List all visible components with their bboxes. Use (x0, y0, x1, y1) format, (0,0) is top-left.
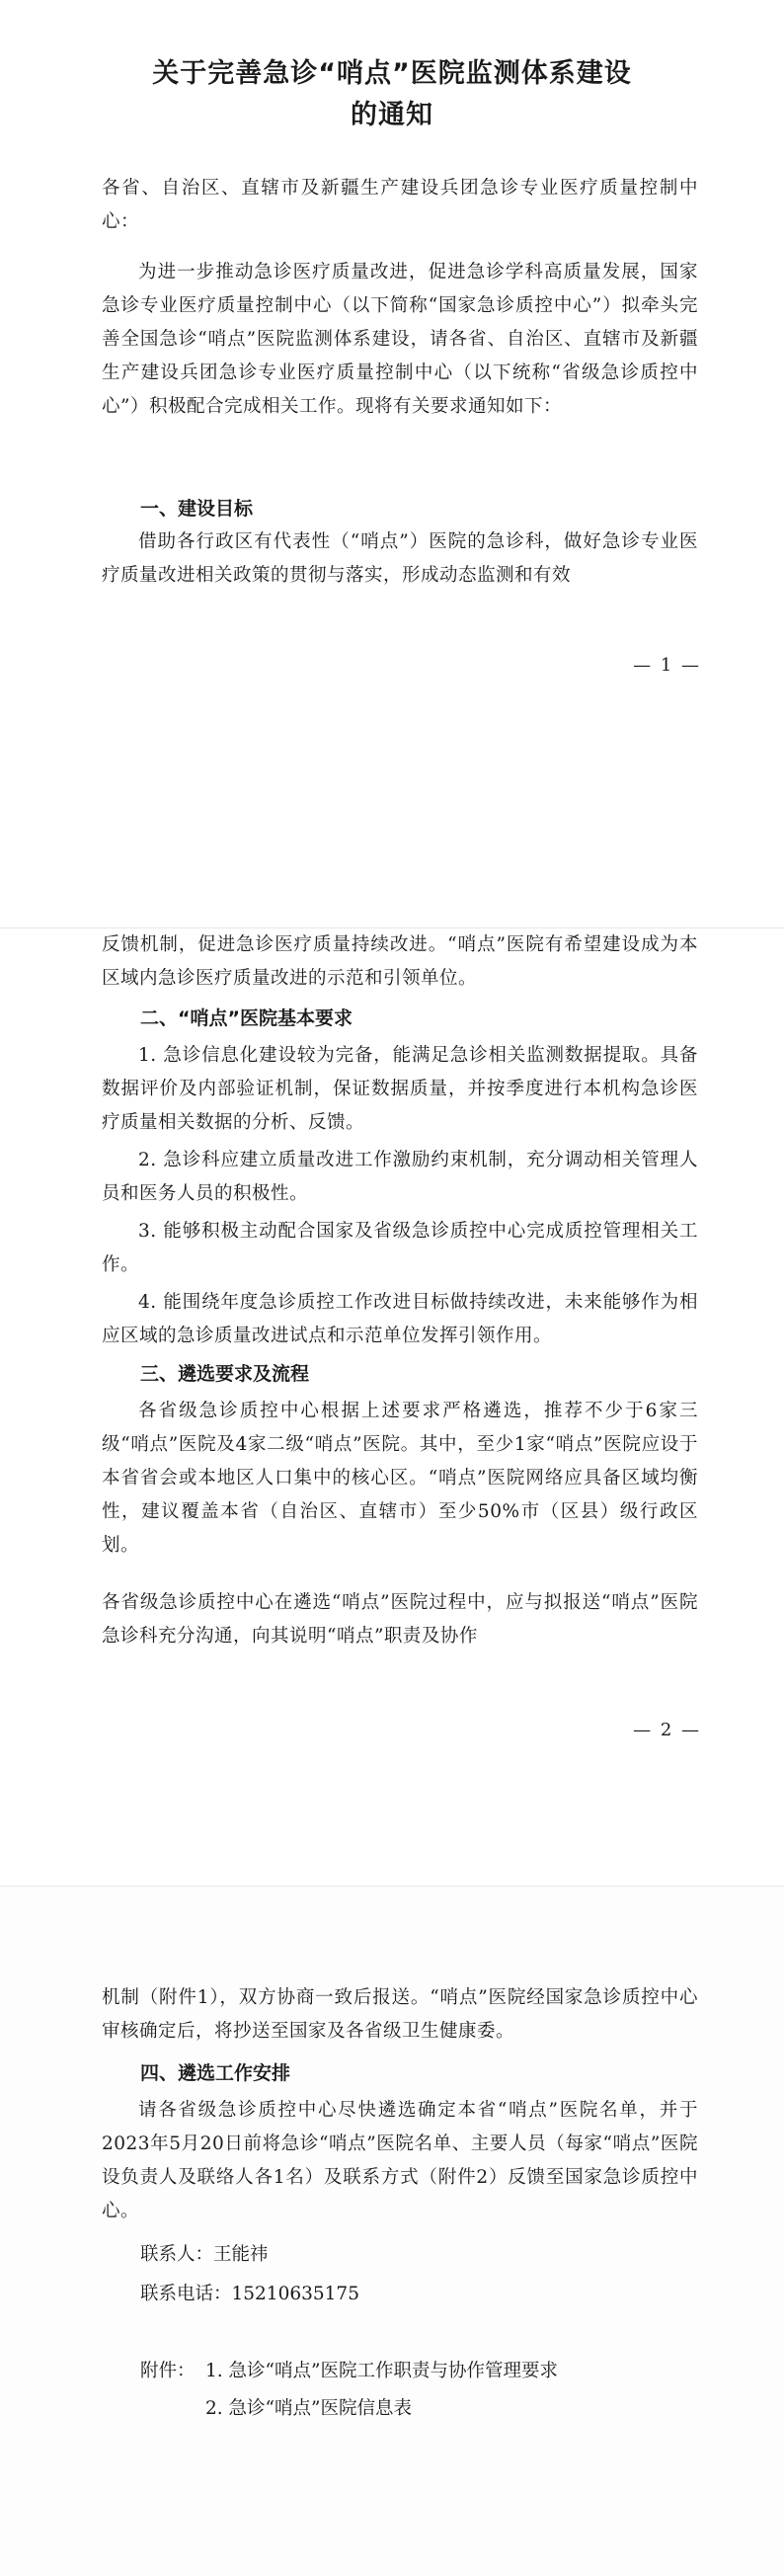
section-heading-4: 四、遴选工作安排 (140, 2062, 291, 2084)
requirement-2: 2. 急诊科应建立质量改进工作激励约束机制，充分调动相关管理人员和医务人员的积极性。 (102, 1150, 698, 1204)
contact-person: 联系人：王能祎 (140, 2244, 269, 2265)
requirement-1: 1. 急诊信息化建设较为完备，能满足急诊相关监测数据提取。具备数据评价及内部验证机制，保证数据质量，并按季度进行本机构急诊医疗质量相关数据的分析、反馈。 (102, 1045, 698, 1133)
selection-paragraph-2-end: 机制（附件1），双方协商一致后报送。“哨点”医院经国家急诊质控中心审核确定后，将抄送至国家及各省级卫生健康委。 (102, 1987, 698, 2042)
document-title-line-1: 关于完善急诊“哨点”医院监测体系建设 (152, 58, 632, 89)
section-heading-1: 一、建设目标 (140, 498, 254, 520)
goal-paragraph-start: 借助各行政区有代表性（“哨点”）医院的急诊科，做好急诊专业医疗质量改进相关政策的贯彻与落实，形成动态监测和有效 (102, 531, 698, 586)
document-page-3 (0, 1887, 784, 2576)
document-title-line-2: 的通知 (351, 100, 433, 130)
attachment-2: 2. 急诊“哨点”医院信息表 (205, 2398, 412, 2419)
requirement-4: 4. 能围绕年度急诊质控工作改进目标做持续改进，未来能够作为相应区域的急诊质量改进试点和示范单位发挥引领作用。 (102, 1292, 698, 1346)
attachments-label: 附件： (140, 2361, 196, 2381)
requirement-3: 3. 能够积极主动配合国家及省级急诊质控中心完成质控管理相关工作。 (102, 1221, 698, 1275)
goal-paragraph-end: 反馈机制，促进急诊医疗质量持续改进。“哨点”医院有希望建设成为本区域内急诊医疗质量改进的示范和引领单位。 (102, 934, 698, 989)
salutation: 各省、自治区、直辖市及新疆生产建设兵团急诊专业医疗质量控制中心： (102, 178, 698, 232)
intro-paragraph: 为进一步推动急诊医疗质量改进，促进急诊学科高质量发展，国家急诊专业医疗质量控制中心（以下简称“国家急诊质控中心”）拟牵头完善全国急诊“哨点”医院监测体系建设，请各省、自治区、直辖市及新疆生产建设兵团急诊专业医疗质量控制中心（以下统称“省级急诊质控中心”）积极配合完成相关工作。现将有关要求通知如下： (102, 262, 698, 417)
page-number-2: — 2 — (633, 1720, 701, 1740)
schedule-paragraph: 请各省级急诊质控中心尽快遴选确定本省“哨点”医院名单，并于2023年5月20日前将急诊“哨点”医院名单、主要人员（每家“哨点”医院设负责人及联络人各1名）及联系方式（附件2）反馈至国家急诊质控中心。 (102, 2100, 698, 2221)
attachment-1: 1. 急诊“哨点”医院工作职责与协作管理要求 (205, 2361, 558, 2381)
contact-phone: 联系电话：15210635175 (140, 2284, 359, 2304)
selection-paragraph-1: 各省级急诊质控中心根据上述要求严格遴选，推荐不少于6家三级“哨点”医院及4家二级“哨点”医院。其中，至少1家“哨点”医院应设于本省省会或本地区人口集中的核心区。“哨点”医院网络应具备区域均衡性，建议覆盖本省（自治区、直辖市）至少50%市（区县）级行政区划。 (102, 1401, 698, 1556)
section-heading-3: 三、遴选要求及流程 (140, 1363, 310, 1385)
section-heading-2: 二、“哨点”医院基本要求 (140, 1007, 353, 1029)
document-page-2 (0, 928, 784, 1817)
page-number-1: — 1 — (633, 655, 701, 676)
document-page-1 (0, 0, 784, 711)
selection-paragraph-2-start: 各省级急诊质控中心在遴选“哨点”医院过程中，应与拟报送“哨点”医院急诊科充分沟通，向其说明“哨点”职责及协作 (102, 1592, 698, 1647)
